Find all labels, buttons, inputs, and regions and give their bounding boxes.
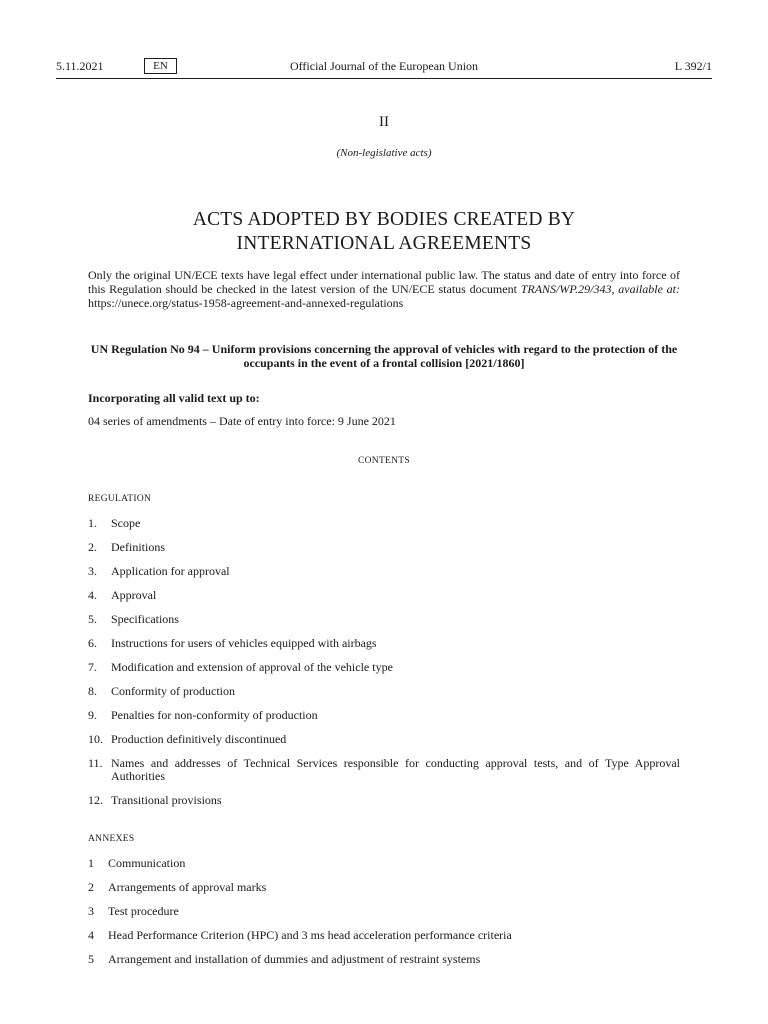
- toc-item-text: Approval: [111, 588, 157, 602]
- language-badge: EN: [144, 58, 177, 74]
- part-subtitle: (Non-legislative acts): [336, 147, 432, 159]
- toc-item-number: 8.: [88, 684, 97, 698]
- regulation-section-label: REGULATION: [88, 494, 152, 504]
- toc-item-number: 6.: [88, 636, 97, 650]
- annex-item-text: Head Performance Criterion (HPC) and 3 ms head acceleration performance criteria: [108, 928, 512, 942]
- annex-item-number: 1: [88, 856, 94, 870]
- toc-item-number: 7.: [88, 660, 97, 674]
- main-title: [0, 208, 768, 256]
- toc-item-text: Instructions for users of vehicles equipped with airbags: [111, 636, 377, 650]
- amendments-text: 04 series of amendments – Date of entry into force: 9 June 2021: [88, 414, 396, 428]
- toc-item-text: Scope: [111, 516, 141, 530]
- toc-item-text: Penalties for non-conformity of production: [111, 708, 318, 722]
- toc-item-text: Modification and extension of approval of the vehicle type: [111, 660, 393, 674]
- intro-document-ref: TRANS/WP.29/343, available at:: [520, 282, 680, 296]
- toc-item-number: 11.: [88, 756, 103, 770]
- main-title-line: ACTS ADOPTED BY BODIES CREATED BY: [192, 209, 576, 230]
- toc-item-text: Transitional provisions: [111, 793, 222, 807]
- toc-item-number: 1.: [88, 516, 97, 530]
- toc-item-number: 9.: [88, 708, 97, 722]
- toc-item-text: Names and addresses of Technical Services responsible for conducting approval tests, and of Type Approval Authorities: [111, 756, 680, 783]
- toc-item-text: Specifications: [111, 612, 179, 626]
- annex-item-number: 3: [88, 904, 94, 918]
- annex-item-text: Arrangement and installation of dummies and adjustment of restraint systems: [108, 952, 481, 966]
- annexes-section-label: ANNEXES: [88, 834, 135, 844]
- toc-item-text: Application for approval: [111, 564, 230, 578]
- main-title-line: INTERNATIONAL AGREEMENTS: [236, 233, 532, 254]
- annex-item-text: Arrangements of approval marks: [108, 880, 267, 894]
- regulation-title: UN Regulation No 94 – Uniform provisions concerning the approval of vehicles with regard to the protection of the occupants in the event of a frontal collision [2021/1860]: [90, 342, 678, 370]
- incorporating-label: Incorporating all valid text up to:: [88, 391, 260, 405]
- contents-heading: CONTENTS: [357, 456, 410, 466]
- journal-title: Official Journal of the European Union: [289, 59, 479, 73]
- toc-item-text: Production definitively discontinued: [111, 732, 287, 746]
- toc-item-number: 5.: [88, 612, 97, 626]
- toc-item-text: Conformity of production: [111, 684, 235, 698]
- toc-item-number: 2.: [88, 540, 97, 554]
- toc-item-number: 12.: [88, 793, 103, 807]
- annex-item-text: Communication: [108, 856, 186, 870]
- header-rule: [56, 78, 712, 79]
- intro-url: https://unece.org/status-1958-agreement-and-annexed-regulations: [88, 296, 404, 310]
- toc-item-number: 3.: [88, 564, 97, 578]
- annex-item-number: 4: [88, 928, 94, 942]
- toc-item: [88, 757, 680, 785]
- toc-item-number: 4.: [88, 588, 97, 602]
- page-reference: L 392/1: [674, 59, 712, 73]
- intro-paragraph: [88, 268, 680, 310]
- annex-item-text: Test procedure: [108, 904, 179, 918]
- toc-item-text: Definitions: [111, 540, 165, 554]
- annex-item-number: 5: [88, 952, 94, 966]
- toc-item-number: 10.: [88, 732, 103, 746]
- part-number: II: [379, 114, 389, 130]
- publication-date: 5.11.2021: [56, 59, 104, 73]
- intro-text: Only the original UN/ECE texts have legal effect under international public law. The status and date of entry into force of this Regulation should be checked in the latest version of the UN/ECE status document: [88, 268, 680, 296]
- annex-item-number: 2: [88, 880, 94, 894]
